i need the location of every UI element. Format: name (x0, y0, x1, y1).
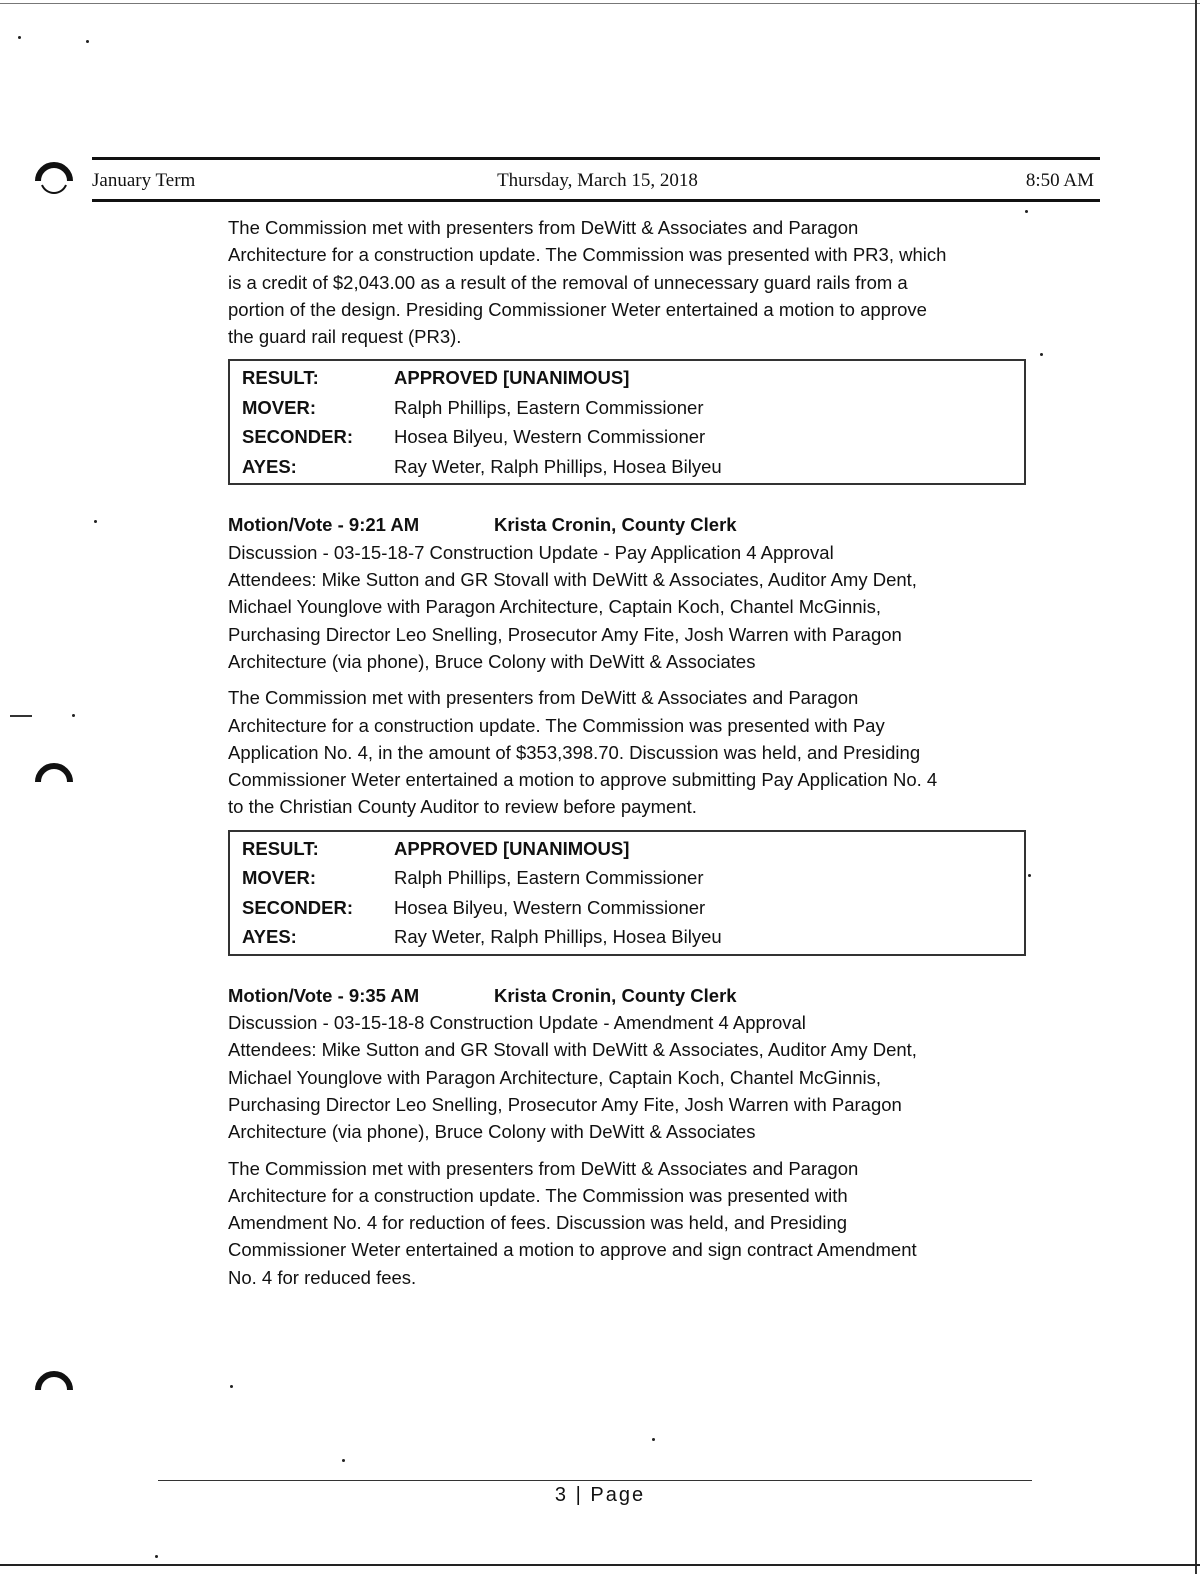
vote-row-ayes (230, 922, 1024, 952)
header-rule-top (92, 157, 1100, 160)
motion-time: Motion/Vote - 9:21 AM (228, 514, 420, 536)
paragraph-line: Commissioner Weter entertained a motion to approve and sign contract Amendment (228, 1239, 917, 1261)
vote-label: MOVER: (242, 867, 316, 889)
paragraph-line: is a credit of $2,043.00 as a result of the removal of unnecessary guard rails from a (228, 271, 908, 293)
motion-person: Krista Cronin, County Clerk (494, 984, 737, 1006)
motion-time: Motion/Vote - 9:35 AM (228, 984, 420, 1006)
paragraph-line: Application No. 4, in the amount of $353,398.70. Discussion was held, and Presiding (228, 741, 921, 763)
attendees (228, 566, 1038, 675)
scan-speck (94, 520, 97, 523)
scan-speck (230, 1385, 233, 1388)
discussion-line: Discussion - 03-15-18-8 Construction Update - Amendment 4 Approval (228, 1012, 806, 1034)
header-date: Thursday, March 15, 2018 (497, 170, 698, 191)
attendees (228, 1036, 1038, 1145)
minutes-body (228, 214, 1038, 1300)
attendee-line: Purchasing Director Leo Snelling, Prosecutor Amy Fite, Josh Warren with Paragon (228, 623, 902, 645)
vote-result-table (228, 830, 1026, 956)
vote-ayes: Ray Weter, Ralph Phillips, Hosea Bilyeu (394, 455, 722, 477)
scan-speck (342, 1459, 345, 1462)
section3-paragraph (228, 1155, 1038, 1291)
paragraph-line: Commissioner Weter entertained a motion to approve submitting Pay Application No. 4 (228, 769, 938, 791)
vote-result-table (228, 359, 1026, 485)
motion-person: Krista Cronin, County Clerk (494, 514, 737, 536)
vote-label: SECONDER: (242, 426, 354, 448)
attendee-line: Architecture (via phone), Bruce Colony with DeWitt & Associates (228, 650, 756, 672)
vote-row-seconder (230, 893, 1024, 923)
vote-label: RESULT: (242, 367, 319, 389)
scan-speck (155, 1555, 158, 1558)
paragraph-line: The Commission met with presenters from DeWitt & Associates and Paragon (228, 217, 859, 238)
paragraph-line: Architecture for a construction update. The Commission was presented with PR3, which (228, 244, 947, 266)
vote-label: MOVER: (242, 396, 316, 418)
motion-heading (228, 982, 1038, 1009)
paragraph-line: The Commission met with presenters from DeWitt & Associates and Paragon (228, 687, 859, 709)
paragraph-line: portion of the design. Presiding Commissioner Weter entertained a motion to approve (228, 298, 927, 320)
vote-row-mover (230, 393, 1024, 423)
vote-mover: Ralph Phillips, Eastern Commissioner (394, 867, 704, 889)
header-time: 8:50 AM (1025, 170, 1094, 191)
vote-label: AYES: (242, 926, 297, 948)
attendee-line: Purchasing Director Leo Snelling, Prosecutor Amy Fite, Josh Warren with Paragon (228, 1093, 902, 1115)
paragraph-line: Architecture for a construction update. The Commission was presented with Pay (228, 714, 885, 736)
vote-row-seconder (230, 422, 1024, 452)
attendee-line: Michael Younglove with Paragon Architecture, Captain Koch, Chantel McGinnis, (228, 1066, 882, 1088)
vote-row-mover (230, 863, 1024, 893)
attendee-line: Architecture (via phone), Bruce Colony with DeWitt & Associates (228, 1121, 756, 1143)
vote-result: APPROVED [UNANIMOUS] (394, 837, 630, 859)
vote-label: RESULT: (242, 837, 319, 859)
paragraph-line: the guard rail request (PR3). (228, 326, 462, 348)
vote-mover: Ralph Phillips, Eastern Commissioner (394, 396, 704, 418)
vote-label: SECONDER: (242, 896, 354, 918)
header-rule-bottom (92, 199, 1100, 202)
attendee-line: Attendees: Mike Sutton and GR Stovall with DeWitt & Associates, Auditor Amy Dent, (228, 569, 917, 591)
scan-speck (86, 40, 89, 43)
attendee-line: Michael Younglove with Paragon Architecture, Captain Koch, Chantel McGinnis, (228, 596, 882, 618)
footer-rule (158, 1480, 1032, 1481)
vote-row-result (230, 834, 1024, 864)
vote-seconder: Hosea Bilyeu, Western Commissioner (394, 426, 706, 448)
discussion-line: Discussion - 03-15-18-7 Construction Update - Pay Application 4 Approval (228, 541, 834, 563)
attendee-line: Attendees: Mike Sutton and GR Stovall with DeWitt & Associates, Auditor Amy Dent, (228, 1039, 917, 1061)
motion-heading (228, 511, 1038, 538)
paragraph-line: to the Christian County Auditor to review before payment. (228, 796, 697, 818)
vote-seconder: Hosea Bilyeu, Western Commissioner (394, 896, 706, 918)
scan-speck (1040, 353, 1043, 356)
scan-edge-bottom (0, 1564, 1200, 1566)
header-term: January Term (92, 170, 196, 191)
paragraph-line: Architecture for a construction update. The Commission was presented with (228, 1184, 848, 1206)
vote-row-result (230, 363, 1024, 393)
vote-label: AYES: (242, 455, 297, 477)
scan-speck (1025, 210, 1028, 213)
scan-speck (18, 36, 21, 39)
scan-speck (72, 714, 75, 717)
scan-edge-top (0, 3, 1200, 4)
punch-hole-icon (34, 754, 74, 794)
vote-result: APPROVED [UNANIMOUS] (394, 367, 630, 389)
scan-edge-right (1195, 0, 1197, 1574)
paragraph-line: The Commission met with presenters from DeWitt & Associates and Paragon (228, 1157, 859, 1179)
section2-paragraph (228, 684, 1038, 820)
page-number: 3 | Page (554, 1484, 646, 1506)
section1-paragraph (228, 214, 1038, 350)
paragraph-line: No. 4 for reduced fees. (228, 1266, 417, 1288)
punch-hole-icon (34, 1362, 74, 1402)
scan-speck (652, 1438, 655, 1441)
vote-ayes: Ray Weter, Ralph Phillips, Hosea Bilyeu (394, 926, 722, 948)
paragraph-line: Amendment No. 4 for reduction of fees. Discussion was held, and Presiding (228, 1212, 848, 1234)
vote-row-ayes (230, 452, 1024, 482)
scan-mark (10, 715, 32, 717)
